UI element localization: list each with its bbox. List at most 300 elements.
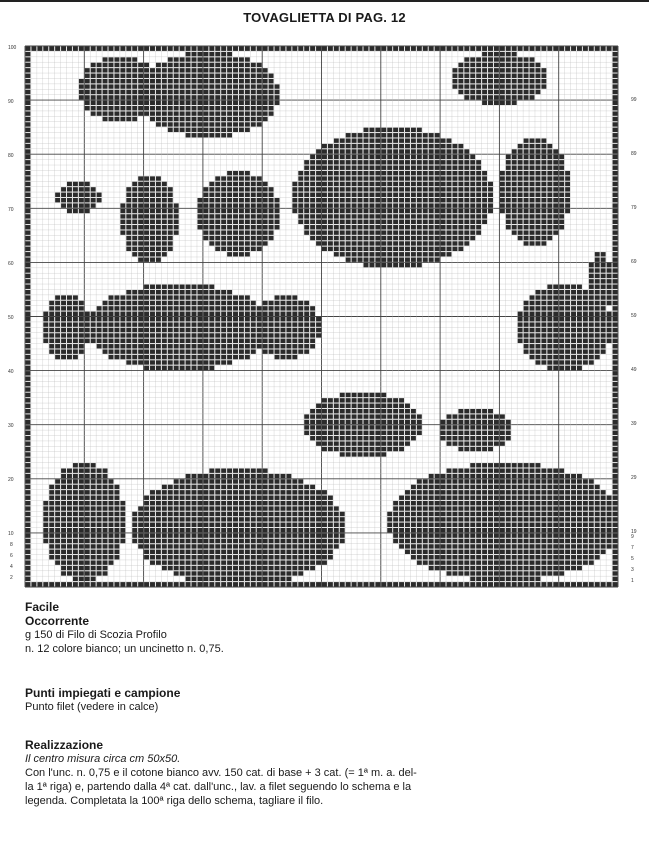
filled-cell <box>227 339 232 343</box>
filled-cell <box>476 463 481 467</box>
filled-cell <box>180 344 185 348</box>
filled-cell <box>239 317 244 321</box>
filled-cell <box>215 496 220 500</box>
filled-cell <box>358 247 363 251</box>
filled-cell <box>387 230 392 234</box>
filled-cell <box>399 209 404 213</box>
filled-cell <box>565 339 570 343</box>
filled-cell <box>292 533 297 537</box>
filled-cell <box>476 414 481 418</box>
filled-cell <box>310 306 315 310</box>
filled-cell <box>144 241 149 245</box>
filled-cell <box>334 447 339 451</box>
filled-cell <box>43 528 48 532</box>
filled-cell <box>109 344 114 348</box>
filled-cell <box>109 539 114 543</box>
filled-cell <box>328 409 333 413</box>
filled-cell <box>227 247 232 251</box>
filled-cell <box>239 95 244 99</box>
filled-cell <box>328 436 333 440</box>
filled-cell <box>304 312 309 316</box>
filled-cell <box>168 241 173 245</box>
filled-cell <box>417 241 422 245</box>
filled-cell <box>364 193 369 197</box>
filled-cell <box>192 555 197 559</box>
filled-cell <box>251 106 256 110</box>
filled-cell <box>251 517 256 521</box>
filled-cell <box>298 214 303 218</box>
filled-cell <box>203 74 208 78</box>
filled-cell <box>541 47 546 51</box>
filled-cell <box>251 577 256 581</box>
filled-cell <box>417 582 422 586</box>
filled-cell <box>126 333 131 337</box>
filled-cell <box>203 317 208 321</box>
filled-cell <box>369 452 374 456</box>
filled-cell <box>571 517 576 521</box>
filled-cell <box>233 252 238 256</box>
filled-cell <box>364 155 369 159</box>
filled-cell <box>162 355 167 359</box>
filled-cell <box>512 149 517 153</box>
filled-cell <box>571 339 576 343</box>
filled-cell <box>257 533 262 537</box>
filled-cell <box>488 555 493 559</box>
filled-cell <box>239 506 244 510</box>
filled-cell <box>458 166 463 170</box>
filled-cell <box>26 523 31 527</box>
filled-cell <box>435 523 440 527</box>
filled-cell <box>470 436 475 440</box>
filled-cell <box>97 339 102 343</box>
filled-cell <box>49 328 54 332</box>
filled-cell <box>103 117 108 121</box>
filled-cell <box>387 203 392 207</box>
filled-cell <box>352 193 357 197</box>
filled-cell <box>595 496 600 500</box>
filled-cell <box>103 63 108 67</box>
filled-cell <box>43 339 48 343</box>
filled-cell <box>470 485 475 489</box>
filled-cell <box>245 241 250 245</box>
filled-cell <box>162 333 167 337</box>
filled-cell <box>393 236 398 240</box>
filled-cell <box>275 550 280 554</box>
filled-cell <box>429 528 434 532</box>
filled-cell <box>452 571 457 575</box>
filled-cell <box>322 506 327 510</box>
filled-cell <box>524 468 529 472</box>
filled-cell <box>316 317 321 321</box>
filled-cell <box>375 263 380 267</box>
filled-cell <box>399 517 404 521</box>
filled-cell <box>286 474 291 478</box>
filled-cell <box>233 582 238 586</box>
filled-cell <box>150 79 155 83</box>
filled-cell <box>280 501 285 505</box>
filled-cell <box>512 214 517 218</box>
filled-cell <box>221 506 226 510</box>
filled-cell <box>452 74 457 78</box>
filled-cell <box>233 111 238 115</box>
filled-cell <box>79 187 84 191</box>
filled-cell <box>85 193 90 197</box>
filled-cell <box>375 452 380 456</box>
filled-cell <box>209 106 214 110</box>
filled-cell <box>150 550 155 554</box>
filled-cell <box>251 79 256 83</box>
filled-cell <box>43 328 48 332</box>
filled-cell <box>263 306 268 310</box>
filled-cell <box>239 523 244 527</box>
filled-cell <box>595 517 600 521</box>
filled-cell <box>571 550 576 554</box>
filled-cell <box>233 566 238 570</box>
filled-cell <box>67 496 72 500</box>
filled-cell <box>245 306 250 310</box>
filled-cell <box>209 57 214 61</box>
filled-cell <box>316 496 321 500</box>
filled-cell <box>476 171 481 175</box>
filled-cell <box>334 171 339 175</box>
filled-cell <box>494 577 499 581</box>
filled-cell <box>263 47 268 51</box>
filled-cell <box>601 539 606 543</box>
filled-cell <box>79 317 84 321</box>
filled-cell <box>601 285 606 289</box>
filled-cell <box>251 230 256 234</box>
filled-cell <box>275 560 280 564</box>
filled-cell <box>340 441 345 445</box>
filled-cell <box>393 187 398 191</box>
filled-cell <box>245 176 250 180</box>
filled-cell <box>369 425 374 429</box>
filled-cell <box>269 101 274 105</box>
filled-cell <box>613 582 618 586</box>
filled-cell <box>245 555 250 559</box>
filled-cell <box>435 501 440 505</box>
filled-cell <box>257 122 262 126</box>
filled-cell <box>156 247 161 251</box>
filled-cell <box>209 322 214 326</box>
filled-cell <box>174 68 179 72</box>
filled-cell <box>156 176 161 180</box>
filled-cell <box>79 198 84 202</box>
filled-cell <box>292 349 297 353</box>
filled-cell <box>132 79 137 83</box>
filled-cell <box>180 68 185 72</box>
filled-cell <box>470 90 475 94</box>
filled-cell <box>595 306 600 310</box>
filled-cell <box>340 171 345 175</box>
filled-cell <box>334 539 339 543</box>
filled-cell <box>423 187 428 191</box>
filled-cell <box>541 322 546 326</box>
filled-cell <box>458 555 463 559</box>
filled-cell <box>535 349 540 353</box>
filled-cell <box>476 501 481 505</box>
filled-cell <box>559 176 564 180</box>
filled-cell <box>577 496 582 500</box>
filled-cell <box>97 322 102 326</box>
filled-cell <box>26 339 31 343</box>
filled-cell <box>559 485 564 489</box>
filled-cell <box>26 274 31 278</box>
filled-cell <box>405 128 410 132</box>
filled-cell <box>298 198 303 202</box>
filled-cell <box>334 166 339 170</box>
filled-cell <box>369 47 374 51</box>
filled-cell <box>500 203 505 207</box>
filled-cell <box>512 560 517 564</box>
filled-cell <box>518 230 523 234</box>
filled-cell <box>168 74 173 78</box>
filled-cell <box>257 501 262 505</box>
filled-cell <box>209 122 214 126</box>
filled-cell <box>559 550 564 554</box>
filled-cell <box>364 404 369 408</box>
filled-cell <box>541 193 546 197</box>
filled-cell <box>85 203 90 207</box>
filled-cell <box>488 582 493 586</box>
filled-cell <box>239 68 244 72</box>
filled-cell <box>506 95 511 99</box>
filled-cell <box>577 306 582 310</box>
filled-cell <box>186 501 191 505</box>
filled-cell <box>429 479 434 483</box>
filled-cell <box>251 209 256 213</box>
filled-cell <box>233 68 238 72</box>
filled-cell <box>233 176 238 180</box>
filled-cell <box>464 230 469 234</box>
filled-cell <box>447 187 452 191</box>
filled-cell <box>103 317 108 321</box>
filled-cell <box>500 523 505 527</box>
filled-cell <box>26 290 31 294</box>
filled-cell <box>55 355 60 359</box>
filled-cell <box>257 322 262 326</box>
filled-cell <box>162 328 167 332</box>
filled-cell <box>423 555 428 559</box>
filled-cell <box>120 47 125 51</box>
filled-cell <box>227 182 232 186</box>
filled-cell <box>233 501 238 505</box>
filled-cell <box>369 582 374 586</box>
filled-cell <box>61 485 66 489</box>
filled-cell <box>168 290 173 294</box>
filled-cell <box>393 47 398 51</box>
filled-cell <box>613 52 618 56</box>
filled-cell <box>168 285 173 289</box>
filled-cell <box>375 193 380 197</box>
filled-cell <box>186 322 191 326</box>
filled-cell <box>577 512 582 516</box>
filled-cell <box>150 355 155 359</box>
filled-cell <box>589 339 594 343</box>
filled-cell <box>447 560 452 564</box>
filled-cell <box>547 203 552 207</box>
filled-cell <box>233 74 238 78</box>
filled-cell <box>452 479 457 483</box>
filled-cell <box>553 295 558 299</box>
filled-cell <box>322 404 327 408</box>
filled-cell <box>310 317 315 321</box>
filled-cell <box>298 306 303 310</box>
filled-cell <box>405 257 410 261</box>
filled-cell <box>589 523 594 527</box>
filled-cell <box>126 187 131 191</box>
filled-cell <box>298 512 303 516</box>
filled-cell <box>328 441 333 445</box>
filled-cell <box>488 447 493 451</box>
filled-cell <box>547 528 552 532</box>
filled-cell <box>26 441 31 445</box>
filled-cell <box>168 485 173 489</box>
filled-cell <box>144 582 149 586</box>
filled-cell <box>458 182 463 186</box>
filled-cell <box>583 523 588 527</box>
filled-cell <box>589 490 594 494</box>
filled-cell <box>61 198 66 202</box>
filled-cell <box>215 312 220 316</box>
filled-cell <box>482 441 487 445</box>
filled-cell <box>114 117 119 121</box>
filled-cell <box>304 171 309 175</box>
filled-cell <box>114 501 119 505</box>
filled-cell <box>174 355 179 359</box>
filled-cell <box>263 533 268 537</box>
filled-cell <box>518 501 523 505</box>
filled-cell <box>269 533 274 537</box>
filled-cell <box>215 577 220 581</box>
filled-cell <box>286 544 291 548</box>
filled-cell <box>429 236 434 240</box>
filled-cell <box>162 220 167 224</box>
filled-cell <box>530 566 535 570</box>
filled-cell <box>174 317 179 321</box>
filled-cell <box>103 539 108 543</box>
filled-cell <box>393 155 398 159</box>
filled-cell <box>203 544 208 548</box>
filled-cell <box>239 209 244 213</box>
filled-cell <box>452 214 457 218</box>
filled-cell <box>251 528 256 532</box>
filled-cell <box>215 571 220 575</box>
filled-cell <box>26 544 31 548</box>
filled-cell <box>535 528 540 532</box>
filled-cell <box>26 485 31 489</box>
filled-cell <box>393 539 398 543</box>
filled-cell <box>452 533 457 537</box>
filled-cell <box>595 252 600 256</box>
filled-cell <box>26 155 31 159</box>
filled-cell <box>322 533 327 537</box>
filled-cell <box>221 555 226 559</box>
filled-cell <box>441 517 446 521</box>
filled-cell <box>168 198 173 202</box>
filled-cell <box>109 533 114 537</box>
filled-cell <box>441 544 446 548</box>
filled-cell <box>227 198 232 202</box>
filled-cell <box>435 203 440 207</box>
filled-cell <box>387 160 392 164</box>
filled-cell <box>352 171 357 175</box>
filled-cell <box>150 285 155 289</box>
filled-cell <box>227 533 232 537</box>
filled-cell <box>494 90 499 94</box>
filled-cell <box>251 566 256 570</box>
filled-cell <box>429 241 434 245</box>
filled-cell <box>227 128 232 132</box>
filled-cell <box>192 517 197 521</box>
filled-cell <box>114 582 119 586</box>
filled-cell <box>452 68 457 72</box>
filled-cell <box>162 539 167 543</box>
filled-cell <box>328 512 333 516</box>
filled-cell <box>304 517 309 521</box>
filled-cell <box>286 339 291 343</box>
filled-cell <box>518 236 523 240</box>
filled-cell <box>447 479 452 483</box>
filled-cell <box>369 257 374 261</box>
filled-cell <box>304 496 309 500</box>
filled-cell <box>518 517 523 521</box>
filled-cell <box>91 506 96 510</box>
filled-cell <box>239 571 244 575</box>
filled-cell <box>263 317 268 321</box>
filled-cell <box>26 501 31 505</box>
filled-cell <box>197 203 202 207</box>
filled-cell <box>322 198 327 202</box>
filled-cell <box>387 236 392 240</box>
filled-cell <box>547 560 552 564</box>
filled-cell <box>192 577 197 581</box>
filled-cell <box>399 544 404 548</box>
filled-cell <box>381 166 386 170</box>
filled-cell <box>577 349 582 353</box>
filled-cell <box>441 214 446 218</box>
filled-cell <box>109 84 114 88</box>
filled-cell <box>180 517 185 521</box>
filled-cell <box>613 577 618 581</box>
filled-cell <box>233 214 238 218</box>
filled-cell <box>613 187 618 191</box>
filled-cell <box>144 301 149 305</box>
filled-cell <box>518 485 523 489</box>
filled-cell <box>553 47 558 51</box>
filled-cell <box>215 360 220 364</box>
filled-cell <box>506 523 511 527</box>
filled-cell <box>114 90 119 94</box>
filled-cell <box>120 582 125 586</box>
filled-cell <box>346 230 351 234</box>
filled-cell <box>512 155 517 159</box>
filled-cell <box>340 431 345 435</box>
filled-cell <box>476 577 481 581</box>
filled-cell <box>257 577 262 581</box>
filled-cell <box>67 544 72 548</box>
filled-cell <box>369 182 374 186</box>
filled-cell <box>423 193 428 197</box>
filled-cell <box>589 312 594 316</box>
filled-cell <box>298 544 303 548</box>
filled-cell <box>340 452 345 456</box>
filled-cell <box>298 479 303 483</box>
filled-cell <box>251 582 256 586</box>
filled-cell <box>405 533 410 537</box>
filled-cell <box>215 68 220 72</box>
filled-cell <box>310 436 315 440</box>
